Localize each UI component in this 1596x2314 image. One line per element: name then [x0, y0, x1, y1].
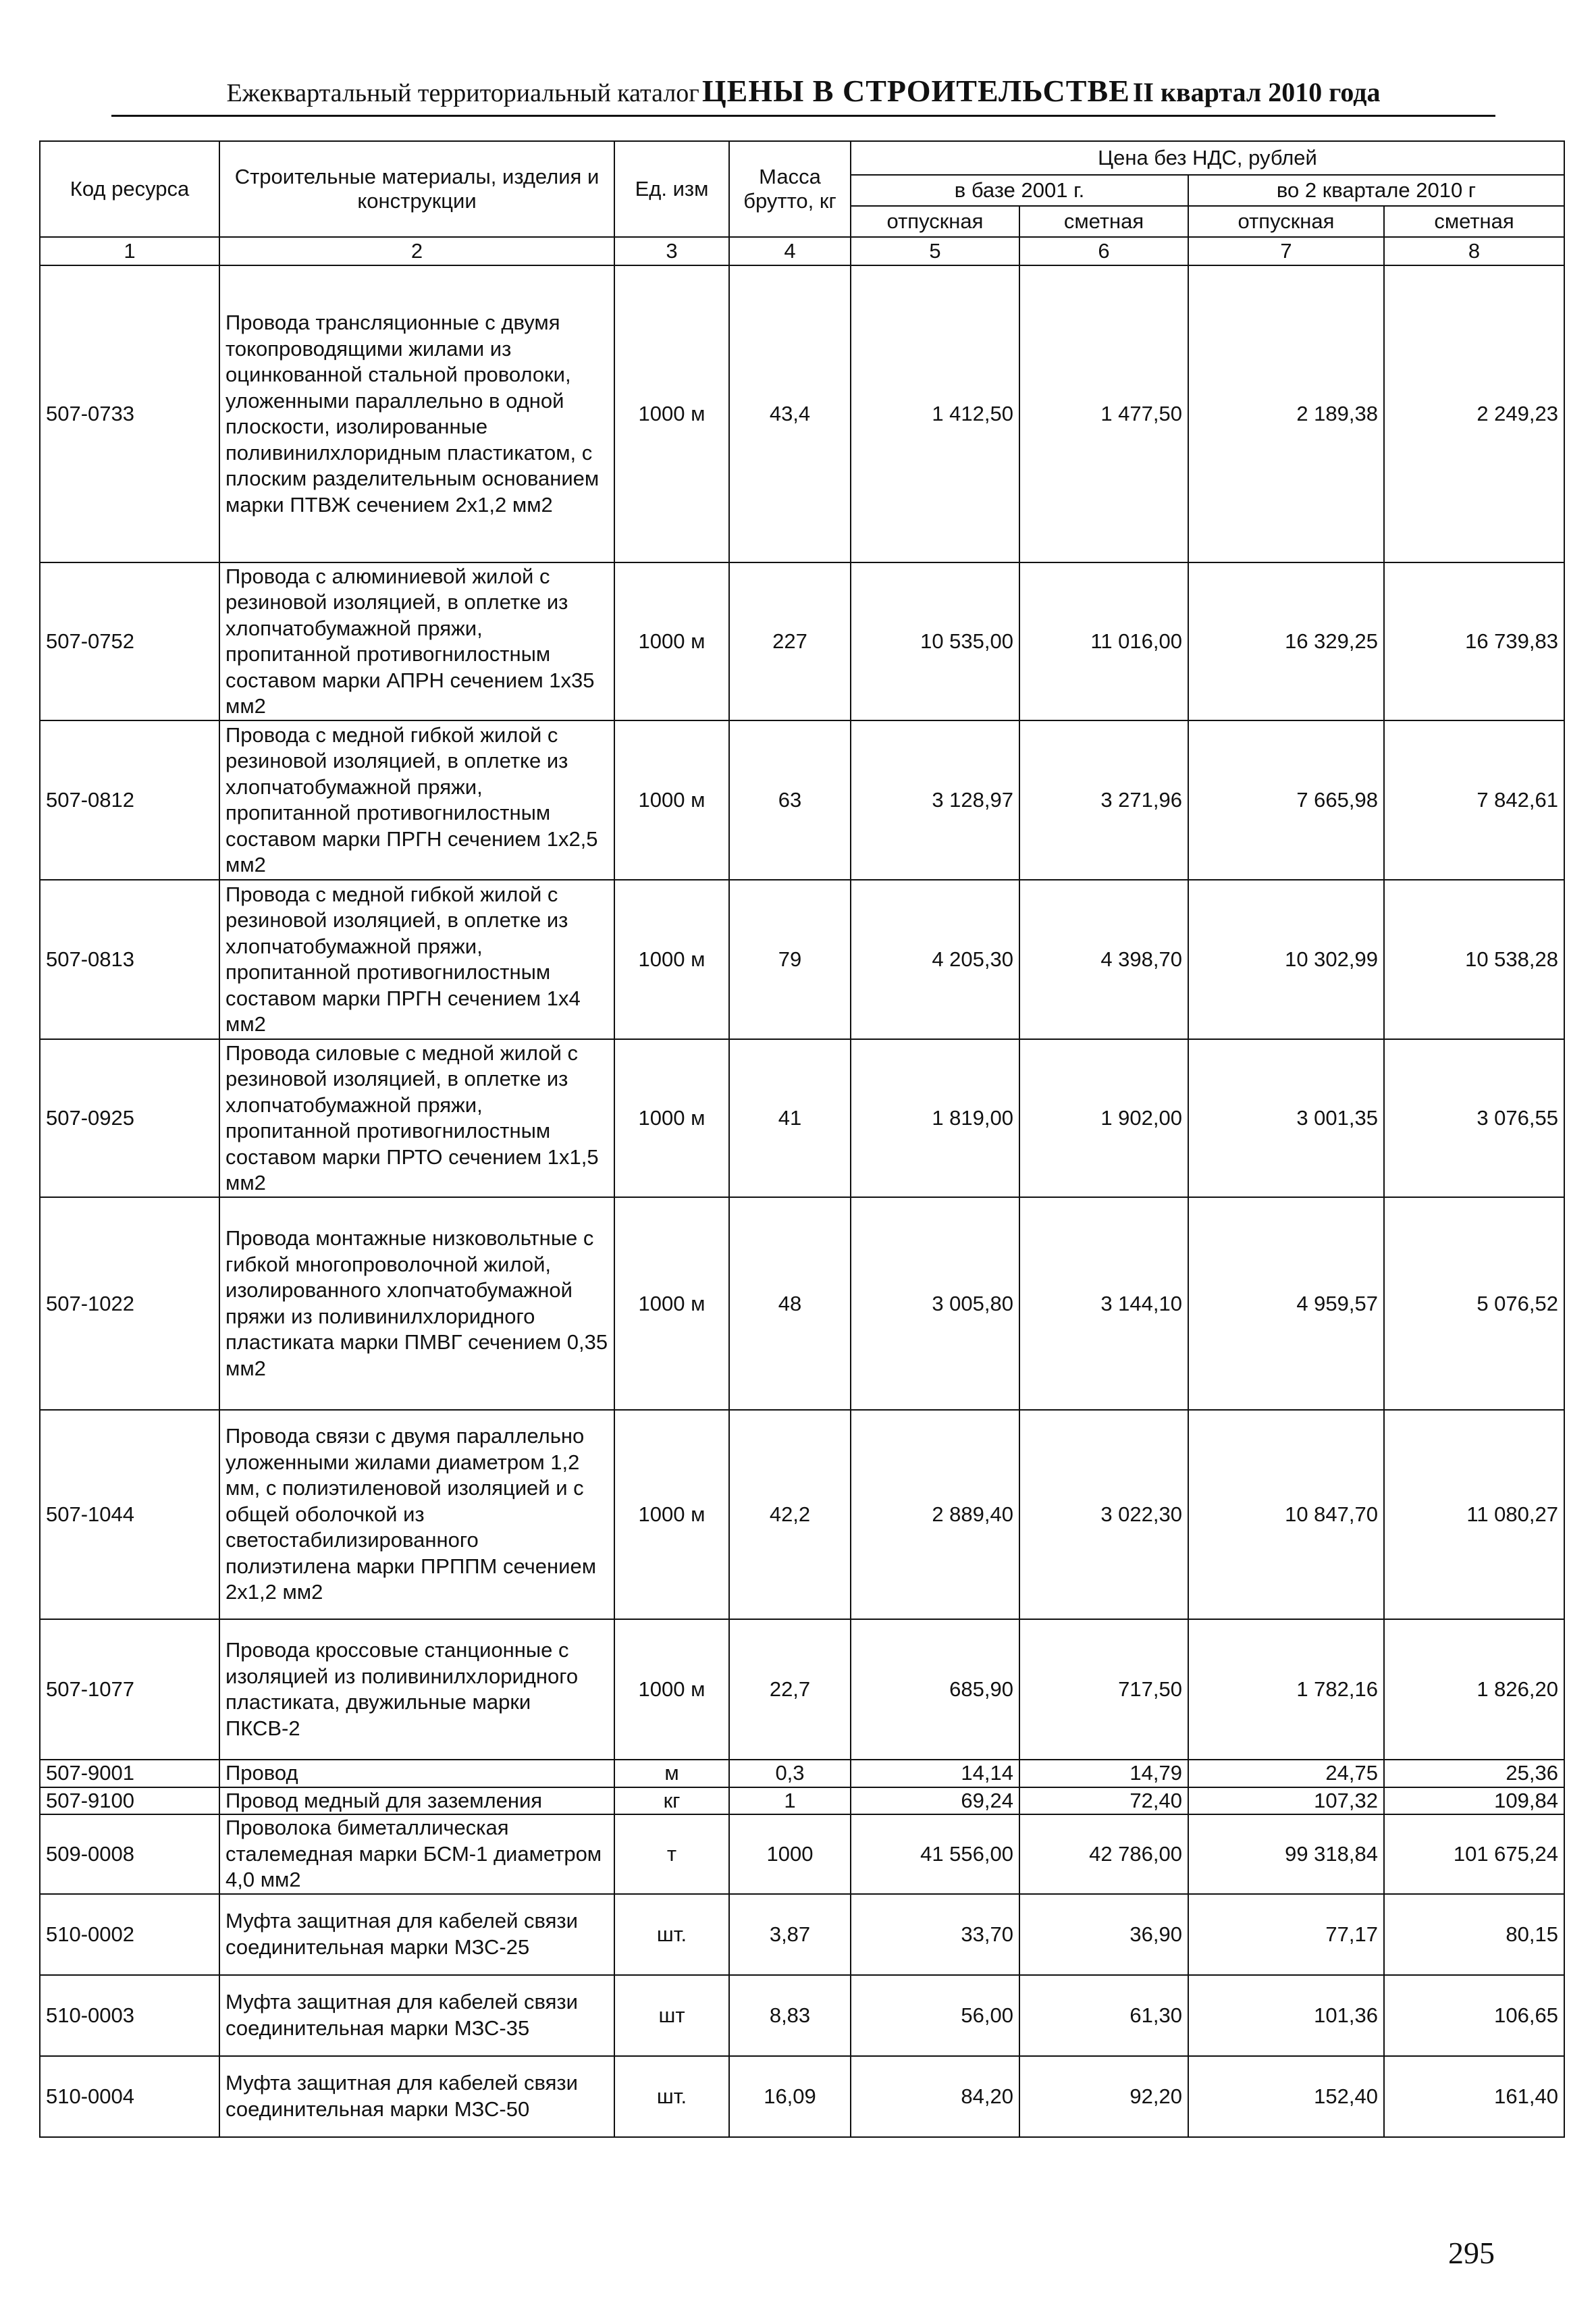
material-description: Проволока биметаллическая сталемедная марки БСМ-1 диаметром 4,0 мм2: [219, 1814, 614, 1894]
column-number: 7: [1188, 237, 1384, 265]
release-price-base: 33,70: [851, 1894, 1019, 1975]
release-price-q2: 99 318,84: [1188, 1814, 1384, 1894]
estimate-price-q2: 25,36: [1384, 1760, 1564, 1787]
resource-code: 510-0003: [40, 1975, 219, 2056]
release-price-q2: 2 189,38: [1188, 265, 1384, 562]
header-unit: Ед. изм: [614, 141, 729, 237]
resource-code: 507-0812: [40, 720, 219, 880]
estimate-price-q2: 1 826,20: [1384, 1619, 1564, 1760]
release-price-q2: 1 782,16: [1188, 1619, 1384, 1760]
unit-of-measure: шт: [614, 1975, 729, 2056]
header-release-q2: отпускная: [1188, 206, 1384, 237]
resource-code: 510-0002: [40, 1894, 219, 1975]
estimate-price-q2: 2 249,23: [1384, 265, 1564, 562]
gross-mass: 43,4: [729, 265, 851, 562]
estimate-price-q2: 5 076,52: [1384, 1197, 1564, 1410]
column-number: 1: [40, 237, 219, 265]
estimate-price-q2: 7 842,61: [1384, 720, 1564, 880]
unit-of-measure: 1000 м: [614, 562, 729, 720]
header-base-2001: в базе 2001 г.: [851, 175, 1188, 206]
gross-mass: 41: [729, 1039, 851, 1197]
release-price-q2: 16 329,25: [1188, 562, 1384, 720]
resource-code: 509-0008: [40, 1814, 219, 1894]
material-description: Провода с медной гибкой жилой с резиновой изоляцией, в оплетке из хлопчатобумажной пряжи, пропитанной противогнилостным составом марки ПРГН сечением 1х4 мм2: [219, 880, 614, 1039]
resource-code: 507-1077: [40, 1619, 219, 1760]
resource-code: 507-0733: [40, 265, 219, 562]
unit-of-measure: 1000 м: [614, 880, 729, 1039]
estimate-price-q2: 106,65: [1384, 1975, 1564, 2056]
table-row: [40, 1894, 1564, 1975]
gross-mass: 227: [729, 562, 851, 720]
estimate-price-base: 3 144,10: [1019, 1197, 1188, 1410]
unit-of-measure: 1000 м: [614, 1039, 729, 1197]
material-description: Провода силовые с медной жилой с резиновой изоляцией, в оплетке из хлопчатобумажной пряжи, пропитанной противогнилостным составом марки ПРТО сечением 1х1,5 мм2: [219, 1039, 614, 1197]
release-price-q2: 7 665,98: [1188, 720, 1384, 880]
estimate-price-q2: 11 080,27: [1384, 1410, 1564, 1619]
column-number: 4: [729, 237, 851, 265]
estimate-price-q2: 16 739,83: [1384, 562, 1564, 720]
estimate-price-base: 3 271,96: [1019, 720, 1188, 880]
material-description: Провод медный для заземления: [219, 1787, 614, 1815]
table-row: [40, 562, 1564, 720]
table-row: [40, 1197, 1564, 1410]
resource-code: 507-0813: [40, 880, 219, 1039]
material-description: Провода кроссовые станционные с изоляцией из поливинилхлоридного пластиката, двужильные марки ПКСВ-2: [219, 1619, 614, 1760]
release-price-q2: 4 959,57: [1188, 1197, 1384, 1410]
gross-mass: 1000: [729, 1814, 851, 1894]
release-price-base: 4 205,30: [851, 880, 1019, 1039]
resource-code: 507-0925: [40, 1039, 219, 1197]
gross-mass: 16,09: [729, 2056, 851, 2137]
release-price-base: 685,90: [851, 1619, 1019, 1760]
release-price-q2: 107,32: [1188, 1787, 1384, 1815]
resource-code: 507-0752: [40, 562, 219, 720]
page-number: 295: [1448, 2236, 1495, 2270]
release-price-base: 14,14: [851, 1760, 1019, 1787]
column-number: 6: [1019, 237, 1188, 265]
column-number: 3: [614, 237, 729, 265]
resource-code: 507-1044: [40, 1410, 219, 1619]
header-catalog-title: ЦЕНЫ В СТРОИТЕЛЬСТВЕ: [701, 74, 1130, 108]
table-row: [40, 2056, 1564, 2137]
estimate-price-base: 36,90: [1019, 1894, 1188, 1975]
resource-code: 507-1022: [40, 1197, 219, 1410]
table-row: [40, 880, 1564, 1039]
estimate-price-base: 1 902,00: [1019, 1039, 1188, 1197]
unit-of-measure: 1000 м: [614, 720, 729, 880]
estimate-price-base: 3 022,30: [1019, 1410, 1188, 1619]
unit-of-measure: 1000 м: [614, 1197, 729, 1410]
material-description: Муфта защитная для кабелей связи соединительная марки МЗС-35: [219, 1975, 614, 2056]
gross-mass: 22,7: [729, 1619, 851, 1760]
estimate-price-base: 14,79: [1019, 1760, 1188, 1787]
table-row: [40, 1787, 1564, 1815]
release-price-base: 2 889,40: [851, 1410, 1019, 1619]
price-table: [39, 140, 1565, 2138]
estimate-price-base: 92,20: [1019, 2056, 1188, 2137]
release-price-base: 41 556,00: [851, 1814, 1019, 1894]
gross-mass: 1: [729, 1787, 851, 1815]
gross-mass: 48: [729, 1197, 851, 1410]
release-price-base: 3 128,97: [851, 720, 1019, 880]
table-row: [40, 1039, 1564, 1197]
header-estimate-base: сметная: [1019, 206, 1188, 237]
unit-of-measure: кг: [614, 1787, 729, 1815]
resource-code: 510-0004: [40, 2056, 219, 2137]
release-price-base: 3 005,80: [851, 1197, 1019, 1410]
unit-of-measure: 1000 м: [614, 1410, 729, 1619]
release-price-base: 84,20: [851, 2056, 1019, 2137]
release-price-q2: 101,36: [1188, 1975, 1384, 2056]
material-description: Провода с медной гибкой жилой с резиновой изоляцией, в оплетке из хлопчатобумажной пряжи, пропитанной противогнилостным составом марки ПРГН сечением 1х2,5 мм2: [219, 720, 614, 880]
resource-code: 507-9001: [40, 1760, 219, 1787]
table-row: [40, 1619, 1564, 1760]
release-price-base: 56,00: [851, 1975, 1019, 2056]
table-row: [40, 1760, 1564, 1787]
material-description: Провода с алюминиевой жилой с резиновой изоляцией, в оплетке из хлопчатобумажной пряжи, пропитанной противогнилостным составом марки АПРН сечением 1х35 мм2: [219, 562, 614, 720]
estimate-price-base: 4 398,70: [1019, 880, 1188, 1039]
table-row: [40, 720, 1564, 880]
release-price-q2: 10 302,99: [1188, 880, 1384, 1039]
gross-mass: 0,3: [729, 1760, 851, 1787]
release-price-q2: 24,75: [1188, 1760, 1384, 1787]
estimate-price-q2: 161,40: [1384, 2056, 1564, 2137]
header-price: Цена без НДС, рублей: [851, 141, 1564, 175]
unit-of-measure: 1000 м: [614, 1619, 729, 1760]
gross-mass: 3,87: [729, 1894, 851, 1975]
material-description: Провода связи с двумя параллельно уложенными жилами диаметром 1,2 мм, с полиэтиленовой изоляцией и с общей оболочкой из светостабилизированного полиэтилена марки ПРППМ сечением 2х1,2 мм2: [219, 1410, 614, 1619]
gross-mass: 79: [729, 880, 851, 1039]
gross-mass: 8,83: [729, 1975, 851, 2056]
unit-of-measure: шт.: [614, 2056, 729, 2137]
estimate-price-base: 61,30: [1019, 1975, 1188, 2056]
header-q2-2010: во 2 квартале 2010 г: [1188, 175, 1564, 206]
column-number-row: [40, 237, 1564, 265]
material-description: Муфта защитная для кабелей связи соединительная марки МЗС-50: [219, 2056, 614, 2137]
estimate-price-base: 717,50: [1019, 1619, 1188, 1760]
header-period: II квартал 2010 года: [1132, 77, 1381, 107]
gross-mass: 42,2: [729, 1410, 851, 1619]
material-description: Муфта защитная для кабелей связи соединительная марки МЗС-25: [219, 1894, 614, 1975]
release-price-base: 1 412,50: [851, 265, 1019, 562]
unit-of-measure: м: [614, 1760, 729, 1787]
column-number: 8: [1384, 237, 1564, 265]
table-row: [40, 265, 1564, 562]
material-description: Провод: [219, 1760, 614, 1787]
release-price-q2: 10 847,70: [1188, 1410, 1384, 1619]
resource-code: 507-9100: [40, 1787, 219, 1815]
material-description: Провода трансляционные с двумя токопроводящими жилами из оцинкованной стальной проволоки, уложенными параллельно в одной плоскости, изолированные поливинилхлоридным пластикатом, с плоским разделительным основанием марки ПТВЖ сечением 2х1,2 мм2: [219, 265, 614, 562]
material-description: Провода монтажные низковольтные с гибкой многопроволочной жилой, изолированного хлопчатобумажной пряжи из поливинилхлоридного пластиката марки ПМВГ сечением 0,35 мм2: [219, 1197, 614, 1410]
column-number: 2: [219, 237, 614, 265]
unit-of-measure: шт.: [614, 1894, 729, 1975]
estimate-price-q2: 10 538,28: [1384, 880, 1564, 1039]
estimate-price-base: 11 016,00: [1019, 562, 1188, 720]
header-estimate-q2: сметная: [1384, 206, 1564, 237]
table-row: [40, 1814, 1564, 1894]
estimate-price-q2: 101 675,24: [1384, 1814, 1564, 1894]
release-price-base: 10 535,00: [851, 562, 1019, 720]
estimate-price-base: 1 477,50: [1019, 265, 1188, 562]
estimate-price-q2: 3 076,55: [1384, 1039, 1564, 1197]
estimate-price-base: 72,40: [1019, 1787, 1188, 1815]
estimate-price-q2: 80,15: [1384, 1894, 1564, 1975]
release-price-base: 1 819,00: [851, 1039, 1019, 1197]
gross-mass: 63: [729, 720, 851, 880]
table-row: [40, 1975, 1564, 2056]
release-price-q2: 3 001,35: [1188, 1039, 1384, 1197]
table-row: [40, 1410, 1564, 1619]
estimate-price-base: 42 786,00: [1019, 1814, 1188, 1894]
header-material: Строительные материалы, изделия и конструкции: [219, 141, 614, 237]
column-number: 5: [851, 237, 1019, 265]
header-catalog-label: Ежеквартальный территориальный каталог: [226, 79, 699, 107]
page-header: [111, 73, 1495, 117]
release-price-q2: 152,40: [1188, 2056, 1384, 2137]
estimate-price-q2: 109,84: [1384, 1787, 1564, 1815]
header-code: Код ресурса: [40, 141, 219, 237]
unit-of-measure: 1000 м: [614, 265, 729, 562]
release-price-base: 69,24: [851, 1787, 1019, 1815]
header-release-base: отпускная: [851, 206, 1019, 237]
header-mass: Масса брутто, кг: [729, 141, 851, 237]
unit-of-measure: т: [614, 1814, 729, 1894]
release-price-q2: 77,17: [1188, 1894, 1384, 1975]
